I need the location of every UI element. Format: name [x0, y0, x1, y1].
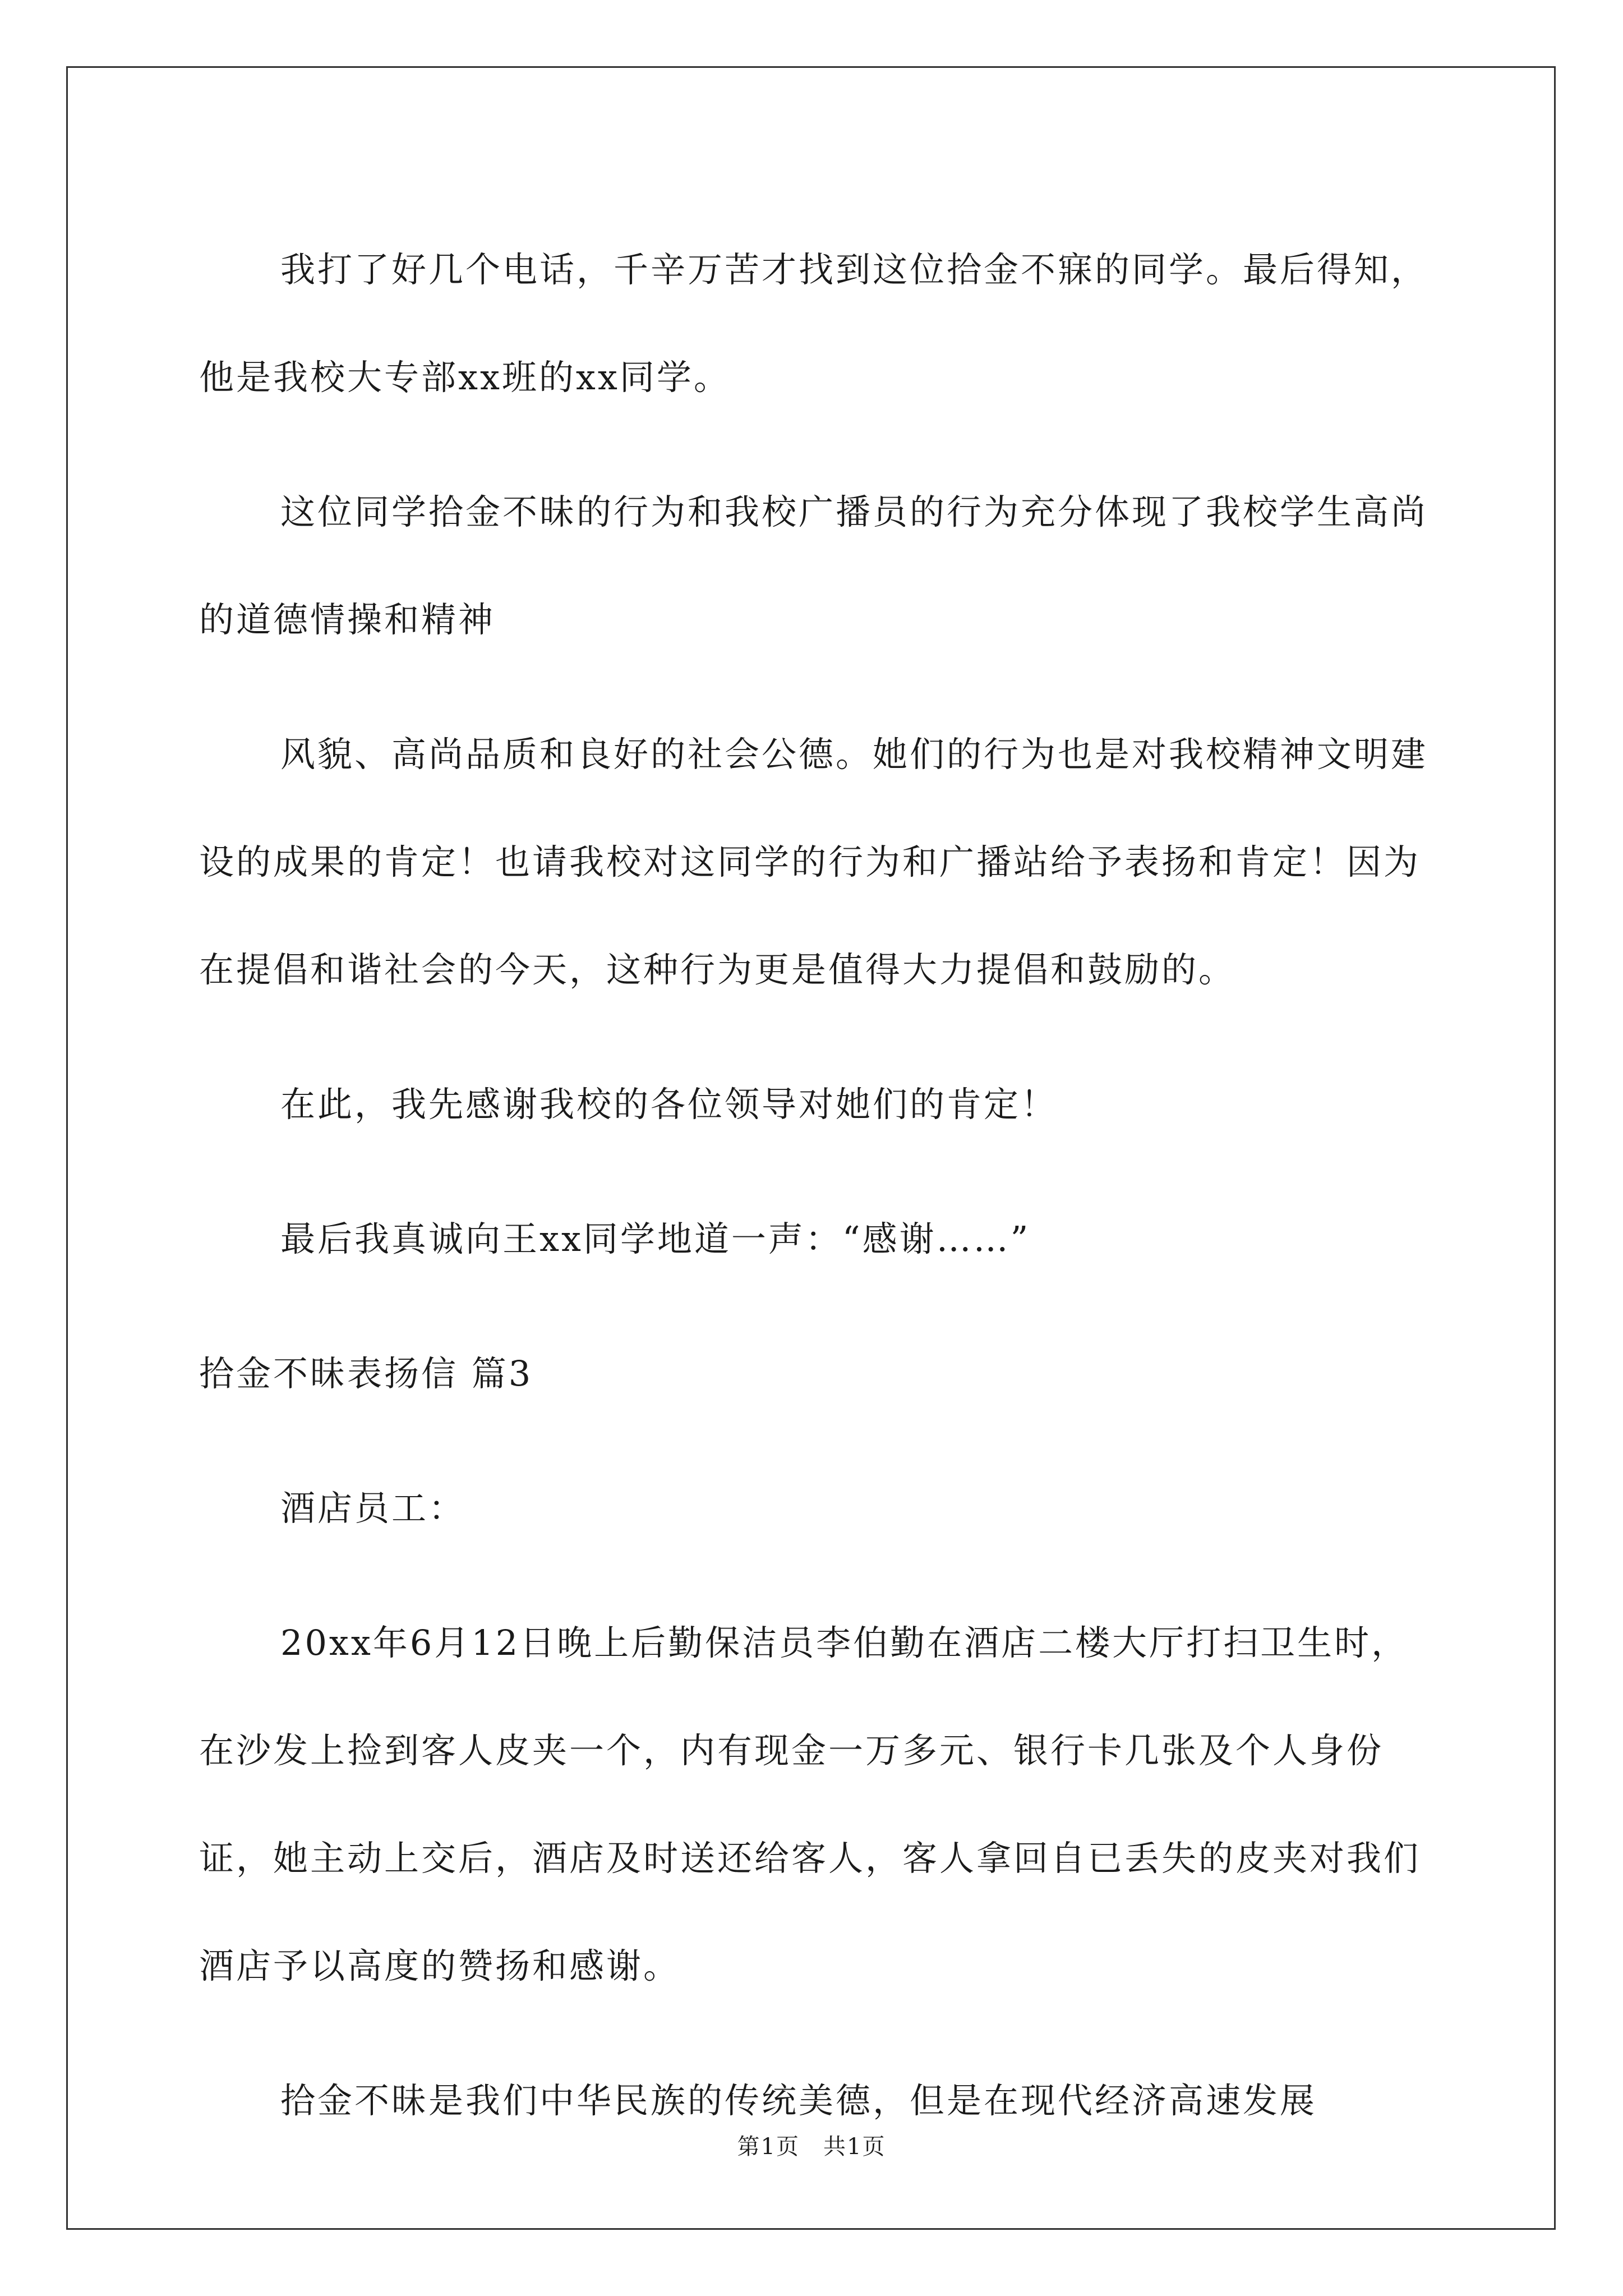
paragraph-3: 风貌、高尚品质和良好的社会公德。她们的行为也是对我校精神文明建设的成果的肯定！也请我校对这同学的行为和广播站给予表扬和肯定！因为在提倡和谐社会的今天，这种行为更是值得大力提倡和鼓励的。	[199, 734, 1428, 990]
paragraph-5: 最后我真诚向王xx同学地道一声：“感谢……”	[280, 1218, 1031, 1259]
page-footer: 第1页 共1页	[737, 2134, 886, 2160]
section-heading: 拾金不昧表扬信 篇3	[199, 1353, 533, 1394]
paragraph-7: 拾金不昧是我们中华民族的传统美德，但是在现代经济高速发展	[280, 2080, 1317, 2121]
paragraph-6: 20xx年6月12日晚上后勤保洁员李伯勤在酒店二楼大厅打扫卫生时，在沙发上捡到客人皮夹一个，内有现金一万多元、银行卡几张及个人身份证，她主动上交后，酒店及时送还给客人，客人拿回自已丢失的皮夹对我们酒店予以高度的赞扬和感谢。	[199, 1622, 1421, 1986]
paragraph-1: 我打了好几个电话，千辛万苦才找到这位拾金不寐的同学。最后得知，他是我校大专部xx班的xx同学。	[199, 249, 1428, 398]
paragraph-2: 这位同学拾金不昧的行为和我校广播员的行为充分体现了我校学生高尚的道德情操和精神	[199, 491, 1428, 640]
salutation: 酒店员工：	[280, 1488, 466, 1529]
document-body	[199, 216, 1433, 2182]
paragraph-4: 在此，我先感谢我校的各位领导对她们的肯定！	[280, 1084, 1058, 1125]
